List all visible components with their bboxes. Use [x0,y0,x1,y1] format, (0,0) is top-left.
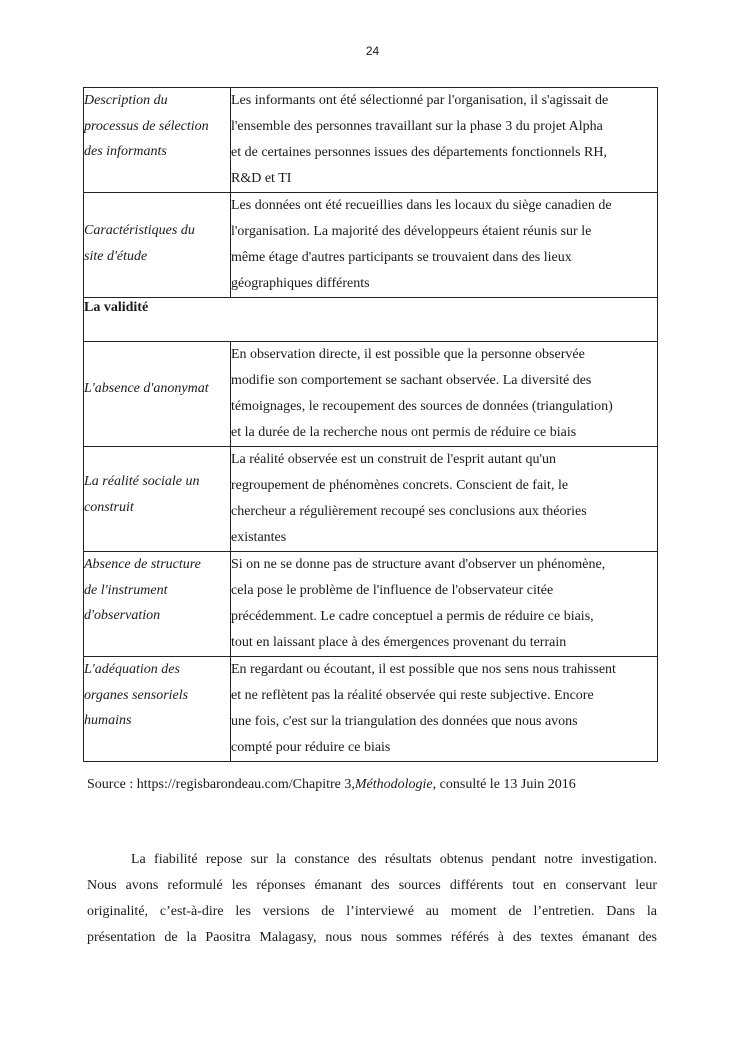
source-citation [87,776,687,794]
paragraph-line: présentation de la Paositra Malagasy, nous nous sommes référés à des textes émanant des [87,930,657,945]
text-line: géographiques différents [231,276,370,291]
paragraph-line: Nous avons reformulé les réponses émanant des sources différents tout en conservant leur [87,878,657,893]
table-row [84,193,658,298]
row-label-line: construit [84,499,134,515]
row-description [231,552,658,657]
source-title: Méthodologie [354,777,433,792]
text-line: une fois, c'est sur la triangulation des données que nous avons [231,714,578,729]
row-label-line: processus de sélection [84,118,209,134]
row-label [84,552,231,657]
row-label-line: organes sensoriels [84,687,189,703]
text-line: l'organisation. La majorité des développeurs étaient réunis sur le [231,224,592,239]
text-line: témoignages, le recoupement des sources de données (triangulation) [231,399,613,414]
row-label-line: d'observation [84,608,161,623]
text-line: En observation directe, il est possible que la personne observée [231,347,585,362]
source-suffix: , consulté le 13 Juin 2016 [432,777,576,792]
text-line: l'ensemble des personnes travaillant sur la phase 3 du projet Alpha [231,119,603,134]
text-line: cela pose le problème de l'influence de l'observateur citée [231,583,554,598]
table-row [84,657,658,762]
row-label-line: de l'instrument [84,582,168,598]
text-line: regroupement de phénomènes concrets. Conscient de fait, le [231,478,569,493]
row-label-line: Description du [84,93,168,108]
text-line: modifie son comportement se sachant observée. La diversité des [231,373,592,388]
row-label-line: Caractéristiques du [84,223,195,238]
table-row [84,447,658,552]
row-description [231,88,658,193]
text-line: même étage d'autres participants se trouvaient dans des lieux [231,250,572,265]
text-line: précédemment. Le cadre conceptuel a permis de réduire ce biais, [231,609,594,624]
row-description [231,342,658,447]
text-line: compté pour réduire ce biais [231,740,391,755]
source-prefix: Source : https://regisbarondeau.com/Chapitre 3, [87,777,355,792]
body-paragraph [87,847,657,951]
text-line: Les données ont été recueillies dans les locaux du siège canadien de [231,198,612,213]
row-description [231,447,658,552]
row-label-line: La réalité sociale un [84,474,200,489]
row-label-line: site d'étude [84,248,148,264]
table-row [84,342,658,447]
row-label [84,88,231,193]
text-line: et la durée de la recherche nous ont permis de réduire ce biais [231,425,577,440]
text-line: et ne reflètent pas la réalité observée qui reste subjective. Encore [231,688,594,703]
row-label [84,342,231,447]
text-line: Si on ne se donne pas de structure avant d'observer un phénomène, [231,557,606,572]
paragraph-line: La fiabilité repose sur la constance des résultats obtenus pendant notre investigation. [131,852,657,867]
section-row [84,298,658,342]
row-label [84,447,231,552]
text-line: existantes [231,530,287,545]
table-row [84,552,658,657]
paragraph-line: originalité, c’est-à-dire les versions de l’interviewé au moment de l’entretien. Dans la [87,904,657,919]
text-line: La réalité observée est un construit de l'esprit autant qu'un [231,452,556,467]
row-description [231,193,658,298]
text-line: En regardant ou écoutant, il est possible que nos sens nous trahissent [231,662,616,677]
row-label [84,193,231,298]
text-line: R&D et TI [231,171,292,186]
row-label-line: des informants [84,144,167,159]
table-row [84,88,658,193]
text-line: et de certaines personnes issues des départements fonctionnels RH, [231,145,607,160]
section-heading: La validité [84,298,658,342]
text-line: Les informants ont été sélectionné par l'organisation, il s'agissait de [231,93,609,108]
methodology-table [83,87,658,762]
row-label-line: L'absence d'anonymat [84,381,209,396]
page-number: 24 [365,44,380,58]
row-label [84,657,231,762]
row-description [231,657,658,762]
text-line: tout en laissant place à des émergences provenant du terrain [231,635,567,650]
row-label-line: Absence de structure [84,557,201,572]
row-label-line: L'adéquation des [84,662,180,677]
text-line: chercheur a régulièrement recoupé ses conclusions aux théories [231,504,587,519]
row-label-line: humains [84,713,132,728]
